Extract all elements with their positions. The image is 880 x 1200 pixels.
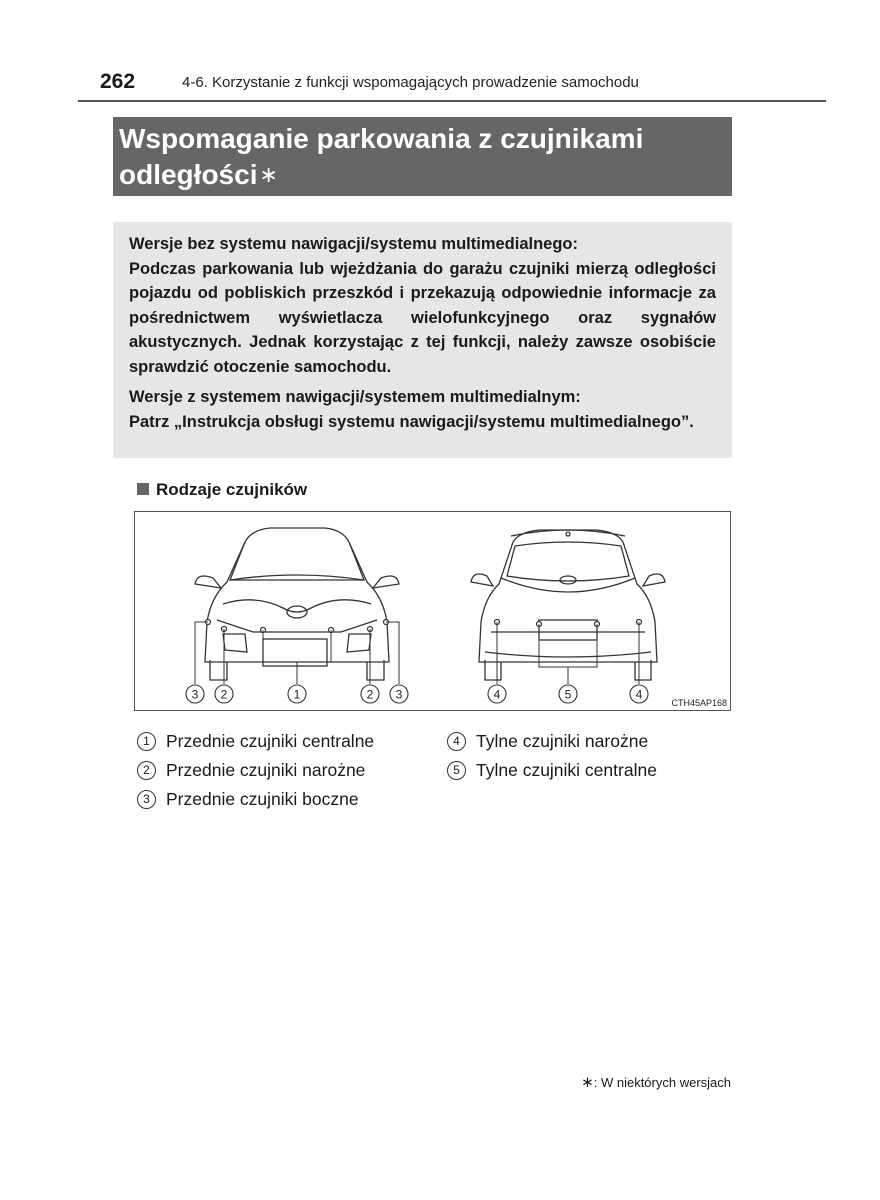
legend-item [137, 727, 374, 756]
front-callout-1: 3 [191, 687, 199, 702]
info-paragraph-1 [129, 232, 716, 379]
sensor-figure [134, 511, 731, 711]
legend-number: 4 [447, 732, 466, 751]
legend-right [447, 727, 657, 785]
page-number: 262 [100, 70, 136, 93]
front-callout-5: 3 [395, 687, 403, 702]
legend-label: Przednie czujniki boczne [166, 789, 359, 809]
rear-leader-lines [497, 622, 639, 684]
title-asterisk: ∗ [259, 162, 278, 187]
page-header [78, 66, 826, 102]
figure-code: CTH45AP168 [671, 698, 727, 708]
legend-label: Przednie czujniki centralne [166, 731, 375, 751]
info-box [113, 222, 732, 458]
footnote-asterisk: ∗ [581, 1074, 594, 1091]
rear-car-drawing [471, 530, 665, 680]
front-callout-3: 1 [293, 687, 301, 702]
legend-number: 2 [137, 761, 156, 780]
front-callout-4: 2 [366, 687, 374, 702]
legend-item [447, 756, 657, 785]
legend-item [137, 756, 374, 785]
info-paragraph-2 [129, 385, 716, 434]
legend-number: 3 [137, 790, 156, 809]
footnote-text: : W niektórych wersjach [593, 1075, 731, 1090]
legend-item [137, 785, 374, 814]
info-p1-body: Podczas parkowania lub wjeżdżania do garażu czujniki mierzą odległości pojazdu od pobliskich przeszkód i przekazują odpowiednie informacje za pośrednictwem wyświetlacza wielofunkcyjnego oraz sygnałów akustycznych. Jednak korzystając z tej funkcji, należy zawsze osobiście sprawdzić otoczenie samochodu. [129, 259, 716, 376]
legend-left [137, 727, 374, 814]
header-rule [78, 100, 826, 102]
rear-callout-3: 4 [635, 687, 643, 702]
rear-callout-1: 4 [493, 687, 501, 702]
section-heading-text: Rodzaje czujników [156, 480, 308, 499]
info-p2-heading: Wersje z systemem nawigacji/systemem multimedialnym: [129, 388, 581, 406]
front-car-drawing [195, 528, 399, 680]
section-title [113, 117, 732, 196]
legend-number: 1 [137, 732, 156, 751]
section-heading [137, 480, 307, 500]
legend-label: Tylne czujniki narożne [476, 731, 649, 751]
square-bullet-icon [137, 483, 149, 495]
legend-label: Tylne czujniki centralne [476, 760, 657, 780]
title-line-1: Wspomaganie parkowania z czujnikami [119, 123, 644, 154]
legend-label: Przednie czujniki narożne [166, 760, 366, 780]
info-p1-heading: Wersje bez systemu nawigacji/systemu multimedialnego: [129, 235, 579, 253]
title-line-2-text: odległości [119, 159, 258, 190]
legend-number: 5 [447, 761, 466, 780]
sensor-illustration [135, 512, 730, 710]
footnote [581, 1073, 731, 1091]
running-head: 4-6. Korzystanie z funkcji wspomagających prowadzenie samochodu [182, 74, 639, 91]
title-line-2 [119, 157, 726, 193]
rear-callout-2: 5 [564, 687, 572, 702]
legend-item [447, 727, 657, 756]
front-callout-2: 2 [220, 687, 228, 702]
info-p2-body: Patrz „Instrukcja obsługi systemu nawigacji/systemu multimedialnego”. [129, 412, 694, 431]
